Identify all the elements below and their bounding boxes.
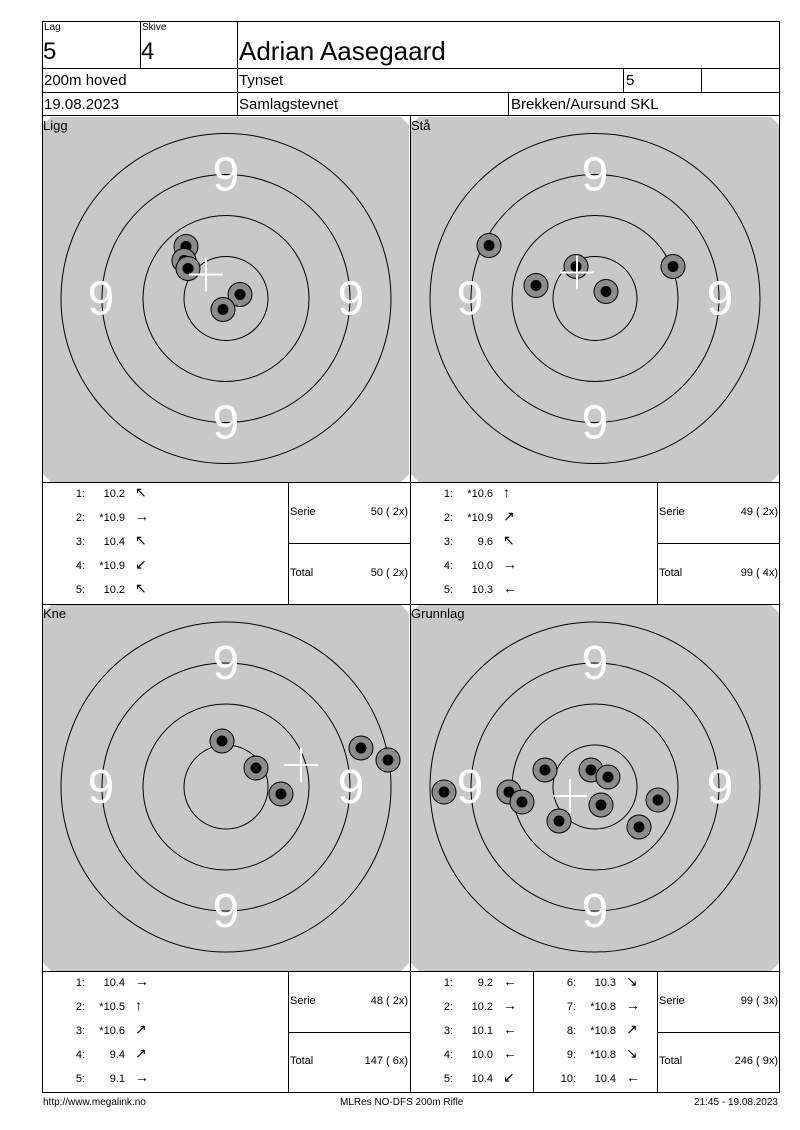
serie-label: Serie	[290, 506, 316, 518]
shot-hole-center	[586, 765, 597, 776]
shot-number: 9:	[566, 1049, 576, 1061]
panel-title-ligg: Ligg	[43, 118, 68, 133]
shot-number: 3:	[443, 1025, 453, 1037]
direction-arrow-icon: →	[503, 997, 517, 1013]
score-divider	[288, 1032, 410, 1033]
shot-row	[411, 1069, 531, 1088]
shot-row	[534, 1021, 654, 1040]
panel-title-kne: Kne	[43, 606, 67, 621]
serie-label: Serie	[290, 995, 316, 1007]
shot-number: 8:	[566, 1025, 576, 1037]
direction-arrow-icon: ↖	[135, 532, 147, 548]
ring-number: 9	[212, 637, 240, 690]
direction-arrow-icon: ←	[503, 1021, 517, 1037]
direction-arrow-icon: →	[626, 997, 640, 1013]
shot-row	[411, 484, 531, 503]
serie-label: Serie	[659, 506, 685, 518]
shot-score: *10.5	[99, 1001, 125, 1013]
shot-number: 1:	[443, 488, 453, 500]
shot-number: 2:	[75, 1001, 85, 1013]
shot-number: 3:	[75, 536, 85, 548]
direction-arrow-icon: →	[135, 1069, 149, 1085]
shot-score: 10.3	[594, 977, 616, 989]
ring-number: 9	[581, 396, 609, 450]
shot-number: 4:	[443, 1049, 453, 1061]
shot-number: 4:	[75, 1049, 85, 1061]
shot-number: 1:	[443, 977, 453, 989]
shot-row	[43, 973, 163, 992]
direction-arrow-icon: ↙	[135, 556, 147, 572]
shot-score: *10.9	[99, 560, 125, 572]
direction-arrow-icon: ↘	[626, 973, 638, 989]
header-divider	[42, 92, 780, 93]
shot-hole-center	[484, 240, 495, 251]
shot-row	[534, 1045, 654, 1064]
direction-arrow-icon: →	[135, 973, 149, 989]
shot-number: 4:	[75, 560, 85, 572]
score-divider	[657, 543, 780, 544]
direction-arrow-icon: ↗	[135, 1045, 147, 1061]
shot-hole-center	[383, 755, 394, 766]
direction-arrow-icon: ↗	[626, 1021, 638, 1037]
direction-arrow-icon: ↖	[503, 532, 515, 548]
serie-label: Serie	[659, 995, 685, 1007]
direction-arrow-icon: →	[503, 556, 517, 572]
header-divider	[42, 68, 780, 69]
shot-number: 5:	[75, 1073, 85, 1085]
shot-score: 10.3	[471, 584, 493, 596]
shot-score: 10.4	[594, 1073, 616, 1085]
direction-arrow-icon: ↖	[135, 484, 147, 500]
shot-row	[411, 508, 531, 527]
skive-label: Skive	[142, 22, 167, 33]
shot-row	[43, 532, 163, 551]
shot-row	[411, 580, 531, 599]
shot-hole-center	[653, 795, 664, 806]
shot-score: *10.9	[99, 512, 125, 524]
shot-hole-center	[596, 800, 607, 811]
direction-arrow-icon: ↗	[135, 1021, 147, 1037]
shot-score: *10.8	[590, 1001, 616, 1013]
shot-hole-center	[634, 822, 645, 833]
shot-hole-center	[601, 286, 612, 297]
shot-number: 10:	[560, 1073, 576, 1085]
shot-number: 5:	[443, 1073, 453, 1085]
serie-value: 99 ( 3x)	[740, 995, 778, 1007]
shot-number: 2:	[443, 1001, 453, 1013]
shot-row	[43, 997, 163, 1016]
shot-row	[411, 556, 531, 575]
shot-score: 9.6	[477, 536, 493, 548]
shot-score: 10.0	[471, 560, 493, 572]
shot-hole-center	[668, 261, 679, 272]
shot-hole-center	[276, 789, 287, 800]
shot-number: 3:	[75, 1025, 85, 1037]
event-name: Samlagstevnet	[239, 96, 339, 113]
shot-number: 6:	[566, 977, 576, 989]
direction-arrow-icon: ←	[503, 580, 517, 596]
total-value: 50 ( 2x)	[370, 567, 408, 579]
panel-divider	[42, 482, 780, 483]
panel-title-staa: Stå	[411, 118, 431, 133]
shot-row	[43, 508, 163, 527]
shot-row	[43, 1021, 163, 1040]
shot-hole-center	[356, 743, 367, 754]
score-divider	[288, 543, 410, 544]
lag-value: 5	[43, 38, 57, 65]
shot-score: 10.0	[471, 1049, 493, 1061]
ring-number: 9	[87, 272, 115, 326]
shot-score: 10.4	[471, 1073, 493, 1085]
shot-score: *10.6	[99, 1025, 125, 1037]
shot-hole-center	[554, 816, 565, 827]
shot-hole-center	[540, 765, 551, 776]
ring-number: 9	[212, 148, 240, 202]
serie-value: 50 ( 2x)	[370, 506, 408, 518]
ring-number: 9	[581, 637, 609, 690]
shot-hole-center	[251, 763, 262, 774]
shot-score: 10.4	[103, 536, 125, 548]
footer-timestamp: 21:45 - 19.08.2023	[694, 1097, 778, 1108]
shot-score: 9.1	[109, 1073, 125, 1085]
shot-row	[43, 484, 163, 503]
ring-number: 9	[581, 885, 609, 938]
shot-hole-center	[531, 280, 542, 291]
target-staa	[411, 117, 779, 482]
shot-row	[43, 1045, 163, 1064]
shot-hole-center	[603, 772, 614, 783]
shot-number: 2:	[75, 512, 85, 524]
shot-row	[411, 1045, 531, 1064]
shot-number: 1:	[75, 488, 85, 500]
target-grunnlag	[411, 605, 779, 971]
total-label: Total	[659, 567, 683, 579]
header-divider	[508, 92, 509, 116]
header-divider	[237, 21, 238, 116]
place: Tynset	[239, 72, 284, 89]
direction-arrow-icon: ↑	[135, 997, 142, 1013]
shot-row	[411, 973, 531, 992]
ring-number: 9	[337, 761, 365, 814]
shot-score: 10.1	[471, 1025, 493, 1037]
shot-number: 3:	[443, 536, 453, 548]
shot-score: 9.2	[477, 977, 493, 989]
shot-row	[411, 1021, 531, 1040]
shot-number: 4:	[443, 560, 453, 572]
shot-hole-center	[183, 263, 194, 274]
ring-number: 9	[212, 885, 240, 938]
shot-number: 2:	[443, 512, 453, 524]
total-value: 147 ( 6x)	[364, 1055, 408, 1067]
ring-number: 9	[706, 272, 734, 326]
direction-arrow-icon: ←	[626, 1069, 640, 1085]
skive-value: 4	[141, 38, 155, 65]
panel-divider	[42, 971, 780, 972]
serie-value: 49 ( 2x)	[740, 506, 778, 518]
shot-hole-center	[439, 787, 450, 798]
shot-number: 1:	[75, 977, 85, 989]
shot-score: *10.6	[467, 488, 493, 500]
ring-number: 9	[706, 761, 734, 814]
ring-number: 9	[456, 761, 484, 814]
club-name: Brekken/Aursund SKL	[511, 96, 659, 113]
shot-score: *10.9	[467, 512, 493, 524]
shot-hole-center	[517, 797, 528, 808]
shot-score: 10.4	[103, 977, 125, 989]
total-value: 99 ( 4x)	[740, 567, 778, 579]
direction-arrow-icon: ↗	[503, 508, 515, 524]
header-divider	[623, 68, 624, 92]
ring-number: 9	[581, 148, 609, 202]
shot-score: 10.2	[471, 1001, 493, 1013]
total-label: Total	[659, 1055, 683, 1067]
shot-score: *10.8	[590, 1025, 616, 1037]
shot-number: 5:	[75, 584, 85, 596]
shot-row	[534, 1069, 654, 1088]
shot-row	[534, 997, 654, 1016]
lag-label: Lag	[44, 22, 61, 33]
footer-software: MLRes NO-DFS 200m Rifle	[340, 1097, 464, 1108]
direction-arrow-icon: →	[135, 508, 149, 524]
shot-score: *10.8	[590, 1049, 616, 1061]
direction-arrow-icon: ←	[503, 973, 517, 989]
shot-row	[411, 997, 531, 1016]
shot-row	[534, 973, 654, 992]
shot-row	[411, 532, 531, 551]
score-divider	[657, 1032, 780, 1033]
target-kne	[43, 605, 409, 971]
total-label: Total	[290, 567, 314, 579]
ring-number: 9	[337, 272, 365, 326]
direction-arrow-icon: ↘	[626, 1045, 638, 1061]
direction-arrow-icon: ←	[503, 1045, 517, 1061]
direction-arrow-icon: ↑	[503, 484, 510, 500]
direction-arrow-icon: ↙	[503, 1069, 515, 1085]
total-label: Total	[290, 1055, 314, 1067]
ring-number: 9	[87, 761, 115, 814]
shot-hole-center	[218, 304, 229, 315]
header-divider	[701, 68, 702, 92]
shooter-name: Adrian Aasegaard	[239, 36, 446, 66]
shot-score: 10.2	[103, 488, 125, 500]
program: 200m hoved	[44, 72, 127, 89]
target-ligg	[43, 117, 409, 482]
date: 19.08.2023	[44, 96, 120, 113]
shot-number: 7:	[566, 1001, 576, 1013]
total-value: 246 ( 9x)	[734, 1055, 778, 1067]
panel-title-grunnlag: Grunnlag	[411, 606, 465, 621]
shot-hole-center	[217, 736, 228, 747]
ring-number: 9	[456, 272, 484, 326]
serie-value: 48 ( 2x)	[370, 995, 408, 1007]
footer-link[interactable]: http://www.megalink.no	[43, 1097, 146, 1108]
shot-score: 10.2	[103, 584, 125, 596]
shot-row	[43, 580, 163, 599]
extra-number: 5	[626, 72, 635, 89]
shot-score: 9.4	[109, 1049, 125, 1061]
shot-row	[43, 556, 163, 575]
shot-number: 5:	[443, 584, 453, 596]
ring-number: 9	[212, 396, 240, 450]
shot-hole-center	[235, 289, 246, 300]
direction-arrow-icon: ↖	[135, 580, 147, 596]
shot-row	[43, 1069, 163, 1088]
